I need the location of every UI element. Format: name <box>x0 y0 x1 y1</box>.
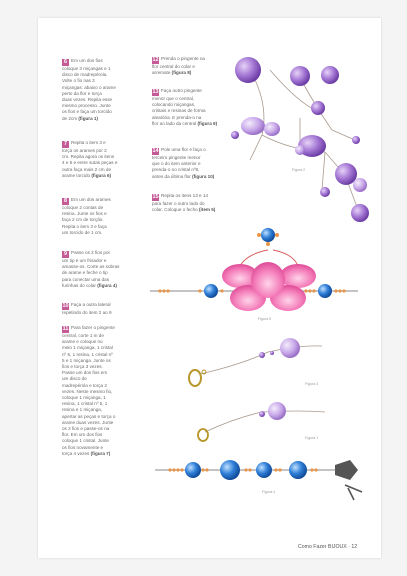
step-text: Faça outro pingente menor que o central, colocando miçangas, cristais e resinas de forma aleatória. E prenda-o na flor ao lado da central <box>152 88 206 126</box>
step-text: Passe os 2 fios por um tip e um frisador e amasse-os. Corte as sobras de arame e feche o tip para conectar uma das furinhas do colar <box>62 250 120 288</box>
step-ref: (figura 6) <box>91 172 112 178</box>
purple-bead <box>295 145 305 155</box>
step-number: 6 <box>64 59 67 65</box>
step-number: 12 <box>152 57 159 63</box>
step-text: Pole uma flor e faça o terceiro pingente menor que o do item anterior e prenda-o no cristal nº8, antes da última flor <box>152 147 206 179</box>
blue-bead <box>318 284 332 298</box>
step-ref: (item 5) <box>199 207 216 213</box>
step-ref: (figura 4) <box>97 282 117 288</box>
purple-bead <box>321 66 339 84</box>
flower-petal <box>280 264 316 288</box>
figure-label: Figura 5 <box>258 317 272 321</box>
page-footer <box>298 544 357 550</box>
blue-bead <box>204 284 218 298</box>
faceted-bead <box>241 117 265 135</box>
step-ref: (figura 7) <box>90 450 111 456</box>
purple-bead <box>351 204 369 222</box>
flower-petal <box>251 262 285 298</box>
step-text: Prenda o pingente na flor central do colar e arremate <box>152 56 205 76</box>
magazine-name: Como Fazer BIJOUX <box>298 544 347 550</box>
step-ref: (figura 1) <box>78 115 99 121</box>
ring-clasp <box>198 429 208 441</box>
step-number: 11 <box>62 326 69 332</box>
step-ref: (figura 9) <box>197 120 218 126</box>
figure-label: Figura 1 <box>305 436 319 440</box>
step-text: Repita os itens 13 e 14 para fazer o outro lado do colar. Coloque o fecho <box>152 193 208 213</box>
purple-bead <box>259 352 265 358</box>
step-text: Repita o item 3 e torça os arames por 2 cm. Repita agora os itens 4 e 5 e entre sutas peças e outra faça mais 2 cm de arame torcido <box>62 140 118 178</box>
step-text: Em um dos fios coloque 3 miçangas e 1 disco de madrepérola. Volte o fio nas 3 miçangas: abaixo o arame perto da flor e torça duas vezes. Repita esse mesmo processo. Junte os fios e faça um torcido de 2cm <box>62 58 116 121</box>
faceted-bead <box>268 402 286 420</box>
purple-bead <box>235 57 261 83</box>
step-number: 14 <box>152 148 159 154</box>
purple-bead <box>320 187 330 197</box>
figure-label: Figura 4 <box>262 490 276 494</box>
orange-seed-bead <box>275 233 279 237</box>
step-text: Para fazer o pingente central, corte 1 m de arame e coloque no meio 1 miçanga, 1 cristal nº 5, 1 resina, 1 cristal nº 5 e 1 miçanga. Junte os fios e torça 3 vezes. Passe um dos fios em um disco de madrepérola e torça 2 vezes. Neste mesmo fio, coloque 1 miçanga, 1 resina, 1 cristal nº 5, 1 resina e 1 miçanga, apertar as peças e torça o arame duas vezes. Junte os 2 fios e passe-os na flor. Em um dos fios coloque 1 cristal. Junte os fios novamente e torça 4 vezes <box>62 325 116 456</box>
blue-bead <box>261 228 275 242</box>
purple-bead <box>311 101 325 115</box>
step-ref: (figura 8) <box>171 70 192 76</box>
lobster-clasp <box>189 370 201 386</box>
figure-3-clasp <box>189 338 322 386</box>
step-number: 10 <box>62 303 69 309</box>
step-number: 15 <box>152 194 159 200</box>
footer-separator: · <box>348 544 350 550</box>
step-text: Faça a outra lateral repetindo do item 2 ao 9 <box>62 302 112 315</box>
purple-bead <box>335 163 357 185</box>
purple-bead <box>231 131 239 139</box>
blue-bead <box>256 462 272 478</box>
blue-bead <box>220 460 240 480</box>
figure-label: Figura 3 <box>305 382 319 386</box>
figure-5-flower <box>150 228 358 311</box>
step-text: Em um dos arames coloque 2 contas de resina. Junte os fios e faça 2 cm de torção. Repita o item 3 e faça um torcido de 1 cm. <box>62 197 111 235</box>
purple-bead <box>259 411 265 417</box>
purple-bead <box>270 351 274 355</box>
page-number: 12 <box>351 544 358 550</box>
purple-bead <box>290 66 310 86</box>
purple-bead <box>353 178 367 192</box>
blue-bead <box>185 462 201 478</box>
step-ref: (figura 10) <box>192 173 215 179</box>
faceted-bead <box>264 122 280 136</box>
crimp-tool <box>335 460 358 480</box>
purple-bead <box>352 136 360 144</box>
step-number: 7 <box>64 141 67 147</box>
figure-2-pendant <box>231 57 369 222</box>
orange-seed-bead <box>257 233 261 237</box>
step-number: 9 <box>64 251 67 257</box>
figure-4-strand <box>155 460 362 500</box>
faceted-bead <box>280 338 300 358</box>
step-number: 13 <box>152 89 159 95</box>
blue-bead <box>289 461 307 479</box>
orange-seed-bead <box>266 242 270 246</box>
figure-label: Figura 2 <box>292 168 306 172</box>
step-number: 8 <box>64 198 67 204</box>
